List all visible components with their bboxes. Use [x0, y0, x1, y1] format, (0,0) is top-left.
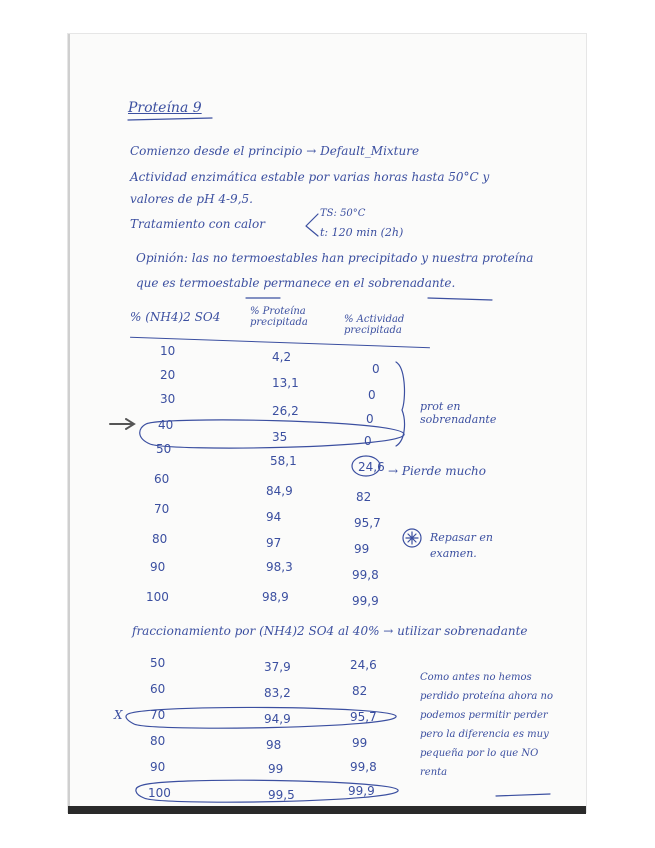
t1-act: 24,6	[358, 460, 385, 474]
t2-act: 99,9	[348, 784, 375, 798]
t1-salt: 60	[154, 472, 170, 486]
t1-prot: 26,2	[272, 404, 299, 418]
t1-act: 82	[356, 490, 372, 504]
sobrenadante-underline	[428, 298, 492, 300]
no-renta-underline	[496, 794, 550, 796]
note-line-3: valores de pH 4-9,5.	[130, 192, 253, 206]
page-title: Proteína 9	[128, 100, 202, 116]
side-note-repasar: Repasar en examen.	[430, 531, 493, 560]
t1-salt: 40	[158, 418, 174, 432]
row40-circle	[140, 420, 404, 448]
t1-act: 95,7	[354, 516, 381, 530]
circle-24-6	[352, 456, 380, 476]
t2-prot: 99	[268, 762, 284, 776]
side-note-pierde: → Pierde mucho	[388, 464, 486, 478]
t2-act: 82	[352, 684, 368, 698]
note-t: t: 120 min (2h)	[320, 226, 404, 239]
t2-salt: 70	[150, 708, 166, 722]
t2-salt: 60	[150, 682, 166, 696]
t1-prot: 35	[272, 430, 288, 444]
table2-note: Como antes no hemos perdido proteína ahora no podemos permitir perder pero la diferencia es muy pequeña por lo que NO renta	[420, 672, 554, 778]
t2-act: 99,8	[350, 760, 377, 774]
table1-header-activity: % Actividad precipitada	[344, 314, 405, 336]
t1-salt: 10	[160, 344, 176, 358]
t2-prot: 37,9	[264, 660, 291, 674]
t1-act: 0	[368, 388, 376, 402]
note-line-4: Tratamiento con calor	[130, 217, 265, 231]
t1-act: 99,8	[352, 568, 379, 582]
t1-salt: 50	[156, 442, 172, 456]
t1-prot: 98,9	[262, 590, 289, 604]
asterisk-icon	[406, 532, 418, 544]
t2-act: 24,6	[350, 658, 377, 672]
t2-salt: 50	[150, 656, 166, 670]
table1-header-protein: % Proteína precipitada	[250, 306, 308, 328]
title-underline	[128, 118, 212, 120]
fraction-line: fraccionamiento por (NH4)2 SO4 al 40% → utilizar sobrenadante	[132, 624, 528, 638]
t2-salt: 80	[150, 734, 166, 748]
heat-brace	[306, 214, 318, 236]
t1-prot: 84,9	[266, 484, 293, 498]
t2-act: 99	[352, 736, 368, 750]
table1-header-salt: % (NH4)2 SO4	[130, 310, 221, 324]
t1-salt: 30	[160, 392, 176, 406]
t2-salt: 90	[150, 760, 166, 774]
activity-brace	[396, 362, 404, 446]
note-line-1: Comienzo desde el principio → Default_Mixture	[130, 144, 420, 158]
t1-salt: 100	[146, 590, 169, 604]
side-note-sobrenadante: prot en sobrenadante	[420, 400, 497, 426]
row100-circle	[136, 780, 398, 802]
note-ts: TS: 50°C	[320, 208, 366, 219]
t1-act: 0	[372, 362, 380, 376]
t1-prot: 13,1	[272, 376, 299, 390]
row70-circle	[126, 707, 396, 728]
t2-act: 95,7	[350, 710, 377, 724]
t1-salt: 20	[160, 368, 176, 382]
t2-salt: 100	[148, 786, 171, 800]
t2-prot: 83,2	[264, 686, 291, 700]
t1-prot: 58,1	[270, 454, 297, 468]
note-line-6: que es termoestable permanece en el sobrenadante.	[136, 276, 456, 290]
t2-prot: 99,5	[268, 788, 295, 802]
t1-act: 0	[366, 412, 374, 426]
note-line-5: Opinión: las no termoestables han precipitado y nuestra proteína	[136, 251, 534, 265]
t1-act: 99,9	[352, 594, 379, 608]
t2-prot: 94,9	[264, 712, 291, 726]
t1-act: 0	[364, 434, 372, 448]
t1-prot: 98,3	[266, 560, 293, 574]
t1-salt: 90	[150, 560, 166, 574]
t1-act: 99	[354, 542, 370, 556]
note-line-2: Actividad enzimática estable por varias horas hasta 50°C y	[130, 170, 490, 184]
t1-salt: 80	[152, 532, 168, 546]
t2-prot: 98	[266, 738, 282, 752]
t1-prot: 94	[266, 510, 282, 524]
t1-salt: 70	[154, 502, 170, 516]
row40-arrow	[110, 419, 134, 429]
t1-prot: 4,2	[272, 350, 292, 364]
t2-x-mark: X	[114, 708, 123, 722]
t1-prot: 97	[266, 536, 282, 550]
